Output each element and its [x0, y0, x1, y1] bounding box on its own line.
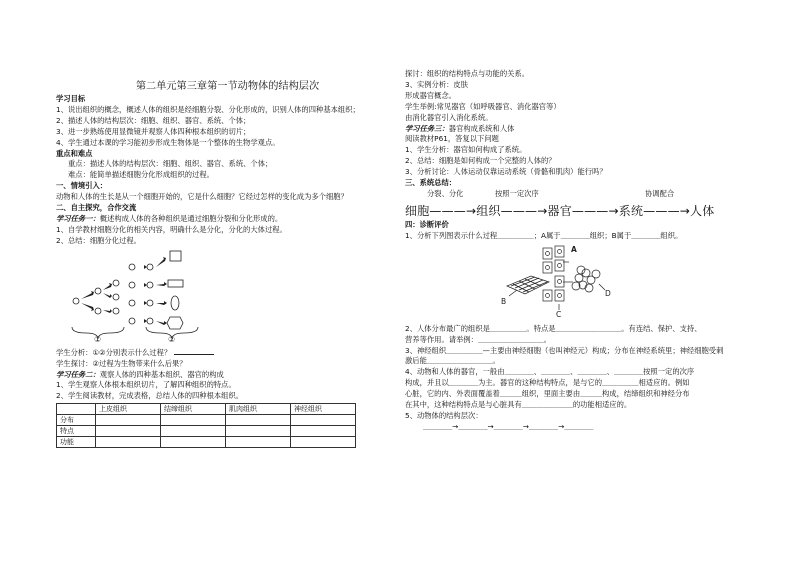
question-3: 3、神经组织＿＿＿＿＿—主要由神经细胞（也叫神经元）构成；分布在神经系统里；神经细胞受刺: [405, 345, 724, 355]
goal-item: 1、说出组织的概念，概述人体的组织是经细胞分裂、分化形成的，识别人体的四种基本组织；: [56, 104, 360, 114]
flow-labels: [405, 189, 750, 200]
table-cell[interactable]: [96, 426, 161, 437]
table-header-cell: 结缔组织: [161, 404, 226, 415]
table-cell[interactable]: [291, 437, 356, 448]
question-4: 在其中，这种结构特点是与心脏具有＿＿＿＿＿＿＿的功能相适应的。: [405, 400, 632, 410]
goal-item: 2、描述人体的结构层次：细胞、组织、器官、系统、个体；: [56, 115, 251, 125]
question-5: 5、动物体的结构层次：: [405, 410, 483, 420]
text-line: 由消化器官引入消化系统。: [405, 112, 493, 122]
table-cell[interactable]: [291, 426, 356, 437]
diagram-label-2: ②: [168, 334, 176, 343]
table-row: [57, 437, 356, 448]
question-3: 激后能＿＿＿＿＿＿＿＿＿。: [405, 356, 500, 366]
table-row: [57, 415, 356, 426]
question-4: 构成，并且以＿＿＿＿为主。器官的这种结构特点，是与它的＿＿＿＿＿相适应的。例如: [405, 378, 690, 388]
goals-heading: 学习目标: [56, 94, 86, 103]
task2-label: 学习任务二：: [56, 369, 100, 379]
table-cell[interactable]: [96, 437, 161, 448]
task1-item: 1、自学教材细胞分化的相关内容，明确什么是分化，分化的大体过程。: [56, 224, 287, 234]
left-column: [56, 0, 399, 448]
figure-label-b: B: [501, 296, 507, 306]
task3-text: 器官构成系统和人体: [448, 123, 515, 133]
task1-item: 2、总结：细胞分化过程。: [56, 235, 141, 245]
table-cell[interactable]: [161, 426, 226, 437]
flow-label: 按照一定次序: [495, 188, 539, 198]
table-row-label: 功能: [57, 437, 96, 448]
table-cell[interactable]: [161, 437, 226, 448]
task3-item: 1、学生分析：器官如何构成了系统。: [405, 145, 527, 155]
diagram-label-1: ①: [94, 334, 102, 343]
goal-item: 4、学生通过本课的学习能初步形成生物体是一个整体的生物学观点。: [56, 137, 280, 147]
task3-label: 学习任务三：: [405, 123, 449, 133]
analysis-question: 学生分析：①②分别表示什么过程？: [56, 347, 399, 359]
section-1-heading: 一、情境引入：: [56, 181, 108, 191]
table-row-label: 分布: [57, 415, 96, 426]
analysis-question: 学生探讨：②过程为生物带来什么后果？: [56, 358, 187, 368]
task1-label: 学习任务一：: [56, 213, 100, 223]
question-2: 2、人体分布最广的组织是＿＿＿＿＿。特点是＿＿＿＿＿＿＿＿＿。有连结、保护、支持、: [405, 323, 702, 333]
tissue-table: [56, 403, 356, 448]
page-title: 第二单元第三章第一节动物体的结构层次: [135, 81, 320, 92]
table-header-cell: 肌肉组织: [226, 404, 291, 415]
section-3-heading: 三、系统总结：: [405, 178, 457, 188]
task2-text: 观察人体的四种基本组织、器官的构成: [99, 369, 224, 379]
task1-text: 概述构成人体的各种组织是通过细胞分裂和分化形成的。: [99, 213, 283, 223]
table-cell[interactable]: [226, 415, 291, 426]
table-header-cell: 神经组织: [291, 404, 356, 415]
table-cell[interactable]: [96, 415, 161, 426]
table-cell[interactable]: [291, 415, 356, 426]
key-heading: 重点和难点: [56, 148, 93, 158]
figure-label-a: A: [571, 244, 577, 254]
flow-label: 协调配合: [645, 188, 675, 198]
section-1-text: 动物和人体的生长是从一个细胞开始的，它是什么细胞？它经过怎样的变化成为多个细胞？: [56, 192, 348, 202]
question-4: 心脏，它的内、外表面覆盖着＿＿＿组织，里面主要由＿＿＿构成，结缔组织和神经分布: [405, 389, 690, 399]
answer-blank[interactable]: [174, 347, 214, 355]
text-line: 3、实例分析：皮肤: [405, 79, 469, 89]
right-column: [405, 0, 750, 433]
table-header-cell: [57, 404, 96, 415]
figure-label-d: D: [605, 288, 611, 298]
table-header-row: [57, 404, 356, 415]
section-4-heading: 四：诊断评价: [405, 219, 449, 229]
task3-item: 2、总结：细胞是如何构成一个完整的人体的？: [405, 156, 556, 166]
table-cell[interactable]: [226, 426, 291, 437]
table-row-label: 特点: [57, 426, 96, 437]
question-5-blanks[interactable]: ＿＿＿＿→＿＿＿＿→＿＿＿＿→＿＿＿＿→＿＿＿＿: [423, 421, 594, 431]
question-1: 1、分析下列图表示什么过程＿＿＿＿＿；A属于＿＿＿＿组织；B属于＿＿＿＿组织。: [405, 230, 683, 240]
section-2-heading: 二、自主探究，合作交流: [56, 203, 137, 213]
task3-item: 3、分析讨论：人体运动仅靠运动系统（骨骼和肌肉）能行吗？: [405, 167, 607, 177]
task3-item: 阅读教材P61，答复以下问题: [405, 134, 499, 144]
cell-differentiation-diagram: [68, 247, 218, 343]
table-header-cell: 上皮组织: [96, 404, 161, 415]
text-line: 形成器官概念。: [405, 90, 457, 100]
tissue-figure: [451, 242, 631, 318]
text-line: 学生举例:常见器官（如呼吸器官、消化器官等）: [405, 101, 561, 111]
key-point: 重点：描述人体的结构层次：细胞、组织、器官、系统、个体；: [68, 159, 273, 169]
goal-item: 3、进一步熟练使用显微镜并观察人体四种根本组织的切片；: [56, 126, 251, 136]
question-4: 4、动物和人体的器官，一般由＿＿＿＿、＿＿＿＿、＿＿＿＿、＿＿＿＿按照一定的次序: [405, 367, 695, 377]
question-2: 营养等作用。请举例：＿＿＿＿＿＿＿＿＿。: [405, 334, 551, 344]
task2-item: 2、学生阅读教材，完成表格，总结人体的四种根本组织。: [56, 391, 244, 401]
text-line: 探讨：组织的结构特点与功能的关系。: [405, 69, 530, 78]
flow-label: 分裂、分化: [427, 188, 464, 198]
table-row: [57, 426, 356, 437]
task2-item: 1、学生观察人体根本组织切片，了解四种组织的特点。: [56, 380, 236, 390]
table-cell[interactable]: [161, 415, 226, 426]
key-point: 难点：能简单描述细胞分化形成组织的过程。: [68, 170, 214, 180]
structure-flow: 细胞———→组织———→器官———→系统———→人体: [405, 203, 715, 218]
figure-label-c: C: [556, 309, 562, 318]
table-cell[interactable]: [226, 437, 291, 448]
